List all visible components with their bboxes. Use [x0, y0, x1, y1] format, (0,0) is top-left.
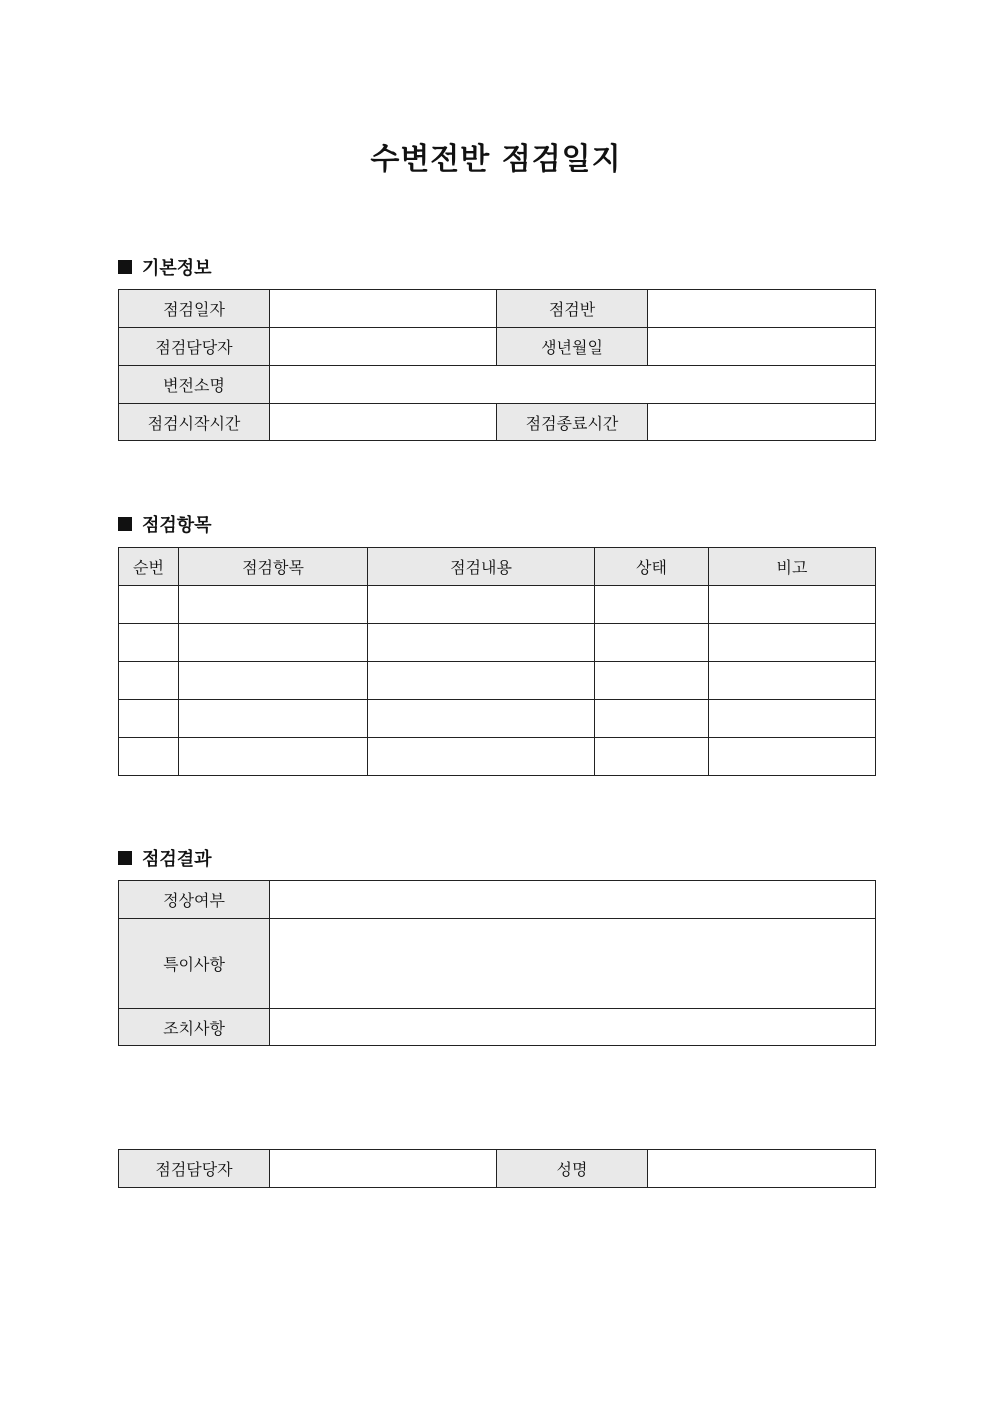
item-status-cell[interactable] [595, 586, 709, 624]
table-row [119, 290, 876, 328]
item-content-cell[interactable] [368, 738, 595, 776]
inspector-field[interactable] [270, 328, 497, 366]
item-content-cell[interactable] [368, 624, 595, 662]
inspector-label: 점검담당자 [119, 328, 270, 366]
table-row [119, 366, 876, 404]
item-remarks-cell[interactable] [709, 586, 876, 624]
inspection-date-label: 점검일자 [119, 290, 270, 328]
table-row [119, 328, 876, 366]
signature-table [118, 1149, 876, 1188]
section-heading-inspection-results [118, 845, 212, 871]
normal-status-label: 정상여부 [119, 881, 270, 919]
item-status-cell[interactable] [595, 738, 709, 776]
item-status-cell[interactable] [595, 700, 709, 738]
page-title: 수변전반 점검일지 [370, 142, 622, 177]
special-notes-label: 특이사항 [119, 919, 270, 1009]
item-status-cell[interactable] [595, 662, 709, 700]
section-heading-label: 점검결과 [142, 849, 212, 870]
birth-date-field[interactable] [648, 328, 876, 366]
column-header-number: 순번 [119, 548, 179, 586]
substation-name-field[interactable] [270, 366, 876, 404]
signature-inspector-label: 점검담당자 [119, 1150, 270, 1188]
signature-name-field[interactable] [648, 1150, 876, 1188]
table-row [119, 881, 876, 919]
item-content-cell[interactable] [368, 700, 595, 738]
table-row [119, 662, 876, 700]
table-row [119, 1009, 876, 1046]
table-row [119, 738, 876, 776]
square-bullet-icon [118, 851, 132, 865]
start-time-label: 점검시작시간 [119, 404, 270, 441]
table-row [119, 404, 876, 441]
signature-inspector-field[interactable] [270, 1150, 497, 1188]
item-content-cell[interactable] [368, 586, 595, 624]
item-name-cell[interactable] [179, 738, 368, 776]
item-status-cell[interactable] [595, 624, 709, 662]
birth-date-label: 생년월일 [497, 328, 648, 366]
table-row [119, 919, 876, 1009]
item-name-cell[interactable] [179, 662, 368, 700]
square-bullet-icon [118, 260, 132, 274]
section-heading-inspection-items [118, 511, 212, 537]
normal-status-field[interactable] [270, 881, 876, 919]
item-number-cell[interactable] [119, 700, 179, 738]
section-heading-label: 점검항목 [142, 515, 212, 536]
table-row [119, 1150, 876, 1188]
item-remarks-cell[interactable] [709, 624, 876, 662]
table-header-row [119, 548, 876, 586]
item-name-cell[interactable] [179, 586, 368, 624]
start-time-field[interactable] [270, 404, 497, 441]
table-row [119, 586, 876, 624]
end-time-label: 점검종료시간 [497, 404, 648, 441]
signature-name-label: 성명 [497, 1150, 648, 1188]
column-header-status: 상태 [595, 548, 709, 586]
item-name-cell[interactable] [179, 700, 368, 738]
column-header-item: 점검항목 [179, 548, 368, 586]
column-header-remarks: 비고 [709, 548, 876, 586]
section-heading-basic-info [118, 254, 212, 280]
item-remarks-cell[interactable] [709, 700, 876, 738]
section-heading-label: 기본정보 [142, 258, 212, 279]
substation-name-label: 변전소명 [119, 366, 270, 404]
special-notes-field[interactable] [270, 919, 876, 1009]
inspection-date-field[interactable] [270, 290, 497, 328]
end-time-field[interactable] [648, 404, 876, 441]
item-number-cell[interactable] [119, 586, 179, 624]
item-name-cell[interactable] [179, 624, 368, 662]
inspection-team-field[interactable] [648, 290, 876, 328]
item-content-cell[interactable] [368, 662, 595, 700]
table-row [119, 700, 876, 738]
inspection-team-label: 점검반 [497, 290, 648, 328]
inspection-results-table [118, 880, 876, 1046]
actions-taken-label: 조치사항 [119, 1009, 270, 1046]
square-bullet-icon [118, 517, 132, 531]
item-number-cell[interactable] [119, 662, 179, 700]
basic-info-table [118, 289, 876, 441]
item-remarks-cell[interactable] [709, 738, 876, 776]
item-number-cell[interactable] [119, 624, 179, 662]
inspection-items-table [118, 547, 876, 776]
column-header-content: 점검내용 [368, 548, 595, 586]
item-number-cell[interactable] [119, 738, 179, 776]
actions-taken-field[interactable] [270, 1009, 876, 1046]
table-row [119, 624, 876, 662]
item-remarks-cell[interactable] [709, 662, 876, 700]
